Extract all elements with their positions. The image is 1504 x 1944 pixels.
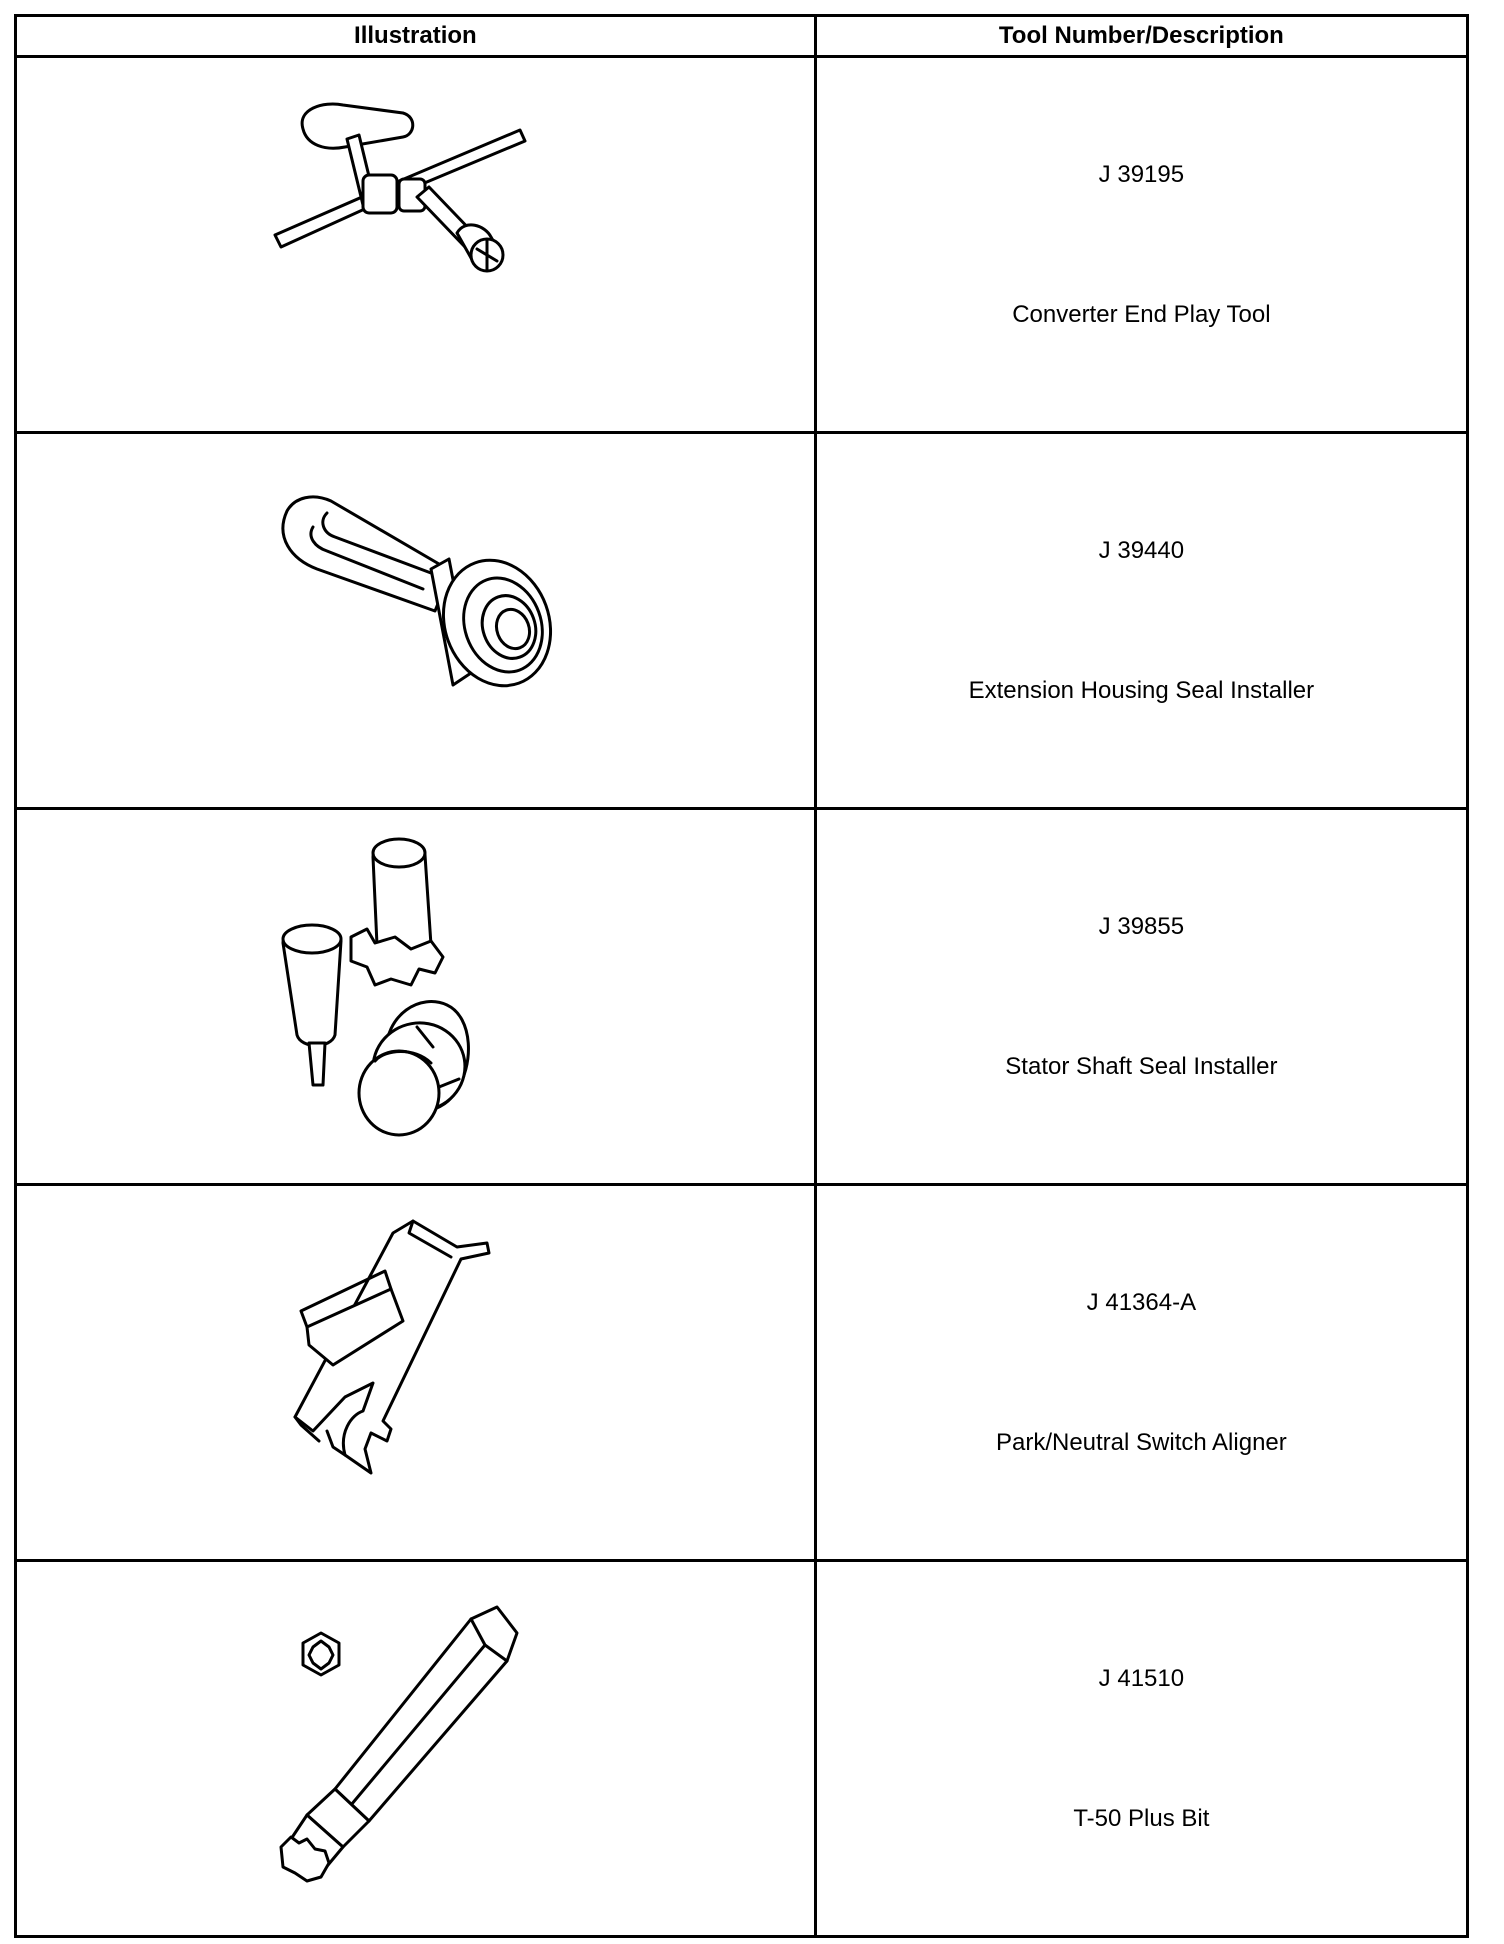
illustration-cell [16, 1185, 816, 1561]
illustration-cell [16, 433, 816, 809]
table-row [16, 57, 1468, 433]
table-row [16, 1185, 1468, 1561]
extension-housing-seal-installer-icon [235, 441, 595, 801]
header-tool-number-description: Tool Number/Description [815, 16, 1467, 57]
tool-number: J 41364-A [1086, 1288, 1197, 1316]
header-illustration: Illustration [16, 16, 816, 57]
header-row [16, 16, 1468, 57]
tool-number: J 41510 [1098, 1664, 1185, 1692]
tool-description-cell [815, 809, 1467, 1185]
t50-plus-bit-icon [235, 1569, 595, 1929]
park-neutral-switch-aligner-icon [235, 1193, 595, 1553]
tool-description-cell [815, 1185, 1467, 1561]
tool-number: J 39440 [1098, 536, 1185, 564]
tool-number: J 39195 [1098, 160, 1185, 188]
tool-description: Stator Shaft Seal Installer [1005, 1052, 1278, 1080]
table-row [16, 809, 1468, 1185]
tool-description-cell [815, 433, 1467, 809]
tool-description-cell [815, 1561, 1467, 1937]
table-row [16, 433, 1468, 809]
illustration-cell [16, 809, 816, 1185]
stator-shaft-seal-installer-icon [235, 817, 595, 1177]
converter-end-play-tool-icon [235, 65, 595, 425]
tool-number: J 39855 [1098, 912, 1185, 940]
tool-description: Extension Housing Seal Installer [968, 676, 1315, 704]
tool-description-cell [815, 57, 1467, 433]
tool-description: Converter End Play Tool [1012, 300, 1271, 328]
illustration-cell [16, 1561, 816, 1937]
tool-description: Park/Neutral Switch Aligner [995, 1428, 1287, 1456]
illustration-cell [16, 57, 816, 433]
special-tools-table [14, 14, 1469, 1938]
table-row [16, 1561, 1468, 1937]
tool-description: T-50 Plus Bit [1073, 1804, 1210, 1832]
